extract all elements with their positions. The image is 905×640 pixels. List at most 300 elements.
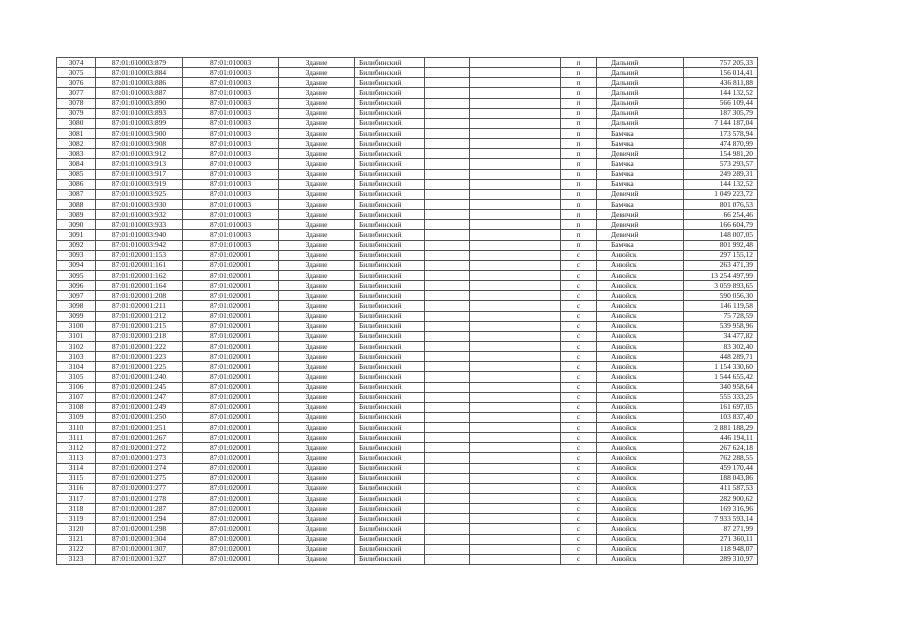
- settlement-name-cell: Анюйск: [597, 341, 684, 351]
- cadastral-number-cell: 87:01:020001:251: [96, 423, 183, 433]
- cadastral-value-cell: 188 043,86: [684, 473, 758, 483]
- empty-cell-cell: [470, 514, 561, 524]
- cadastral-number-cell: 87:01:020001:153: [96, 250, 183, 260]
- empty-cell-cell: [425, 88, 470, 98]
- table-row: [57, 483, 758, 493]
- empty-cell-cell: [425, 341, 470, 351]
- cadastral-quarter-cell: 87:01:010003: [183, 179, 279, 189]
- cadastral-value-cell: 1 544 655,42: [684, 372, 758, 382]
- row-number-cell: 3109: [57, 412, 96, 422]
- cadastral-number-cell: 87:01:010003:890: [96, 98, 183, 108]
- table-row: [57, 331, 758, 341]
- settlement-type-cell: с: [561, 260, 597, 270]
- cadastral-value-cell: 297 155,12: [684, 250, 758, 260]
- empty-cell-cell: [425, 483, 470, 493]
- cadastral-quarter-cell: 87:01:020001: [183, 483, 279, 493]
- cadastral-quarter-cell: 87:01:010003: [183, 118, 279, 128]
- cadastral-number-cell: 87:01:020001:298: [96, 524, 183, 534]
- row-number-cell: 3113: [57, 453, 96, 463]
- cadastral-value-cell: 263 471,39: [684, 260, 758, 270]
- cadastral-quarter-cell: 87:01:020001: [183, 443, 279, 453]
- district-cell: Билибинский: [355, 433, 425, 443]
- settlement-name-cell: Дальний: [597, 108, 684, 118]
- row-number-cell: 3075: [57, 68, 96, 78]
- table-row: [57, 463, 758, 473]
- settlement-type-cell: п: [561, 128, 597, 138]
- cadastral-number-cell: 87:01:020001:222: [96, 341, 183, 351]
- cadastral-value-cell: 436 811,88: [684, 78, 758, 88]
- object-type-cell: Здание: [279, 341, 355, 351]
- row-number-cell: 3119: [57, 514, 96, 524]
- settlement-type-cell: с: [561, 524, 597, 534]
- row-number-cell: 3094: [57, 260, 96, 270]
- settlement-name-cell: Анюйск: [597, 433, 684, 443]
- row-number-cell: 3099: [57, 311, 96, 321]
- empty-cell-cell: [425, 250, 470, 260]
- row-number-cell: 3083: [57, 149, 96, 159]
- cadastral-number-cell: 87:01:020001:211: [96, 301, 183, 311]
- cadastral-value-cell: 539 958,96: [684, 321, 758, 331]
- table-row: [57, 260, 758, 270]
- row-number-cell: 3076: [57, 78, 96, 88]
- empty-cell-cell: [470, 362, 561, 372]
- object-type-cell: Здание: [279, 250, 355, 260]
- cadastral-value-cell: 169 316,96: [684, 504, 758, 514]
- district-cell: Билибинский: [355, 159, 425, 169]
- empty-cell-cell: [425, 453, 470, 463]
- district-cell: Билибинский: [355, 392, 425, 402]
- object-type-cell: Здание: [279, 362, 355, 372]
- district-cell: Билибинский: [355, 483, 425, 493]
- cadastral-quarter-cell: 87:01:020001: [183, 270, 279, 280]
- empty-cell-cell: [425, 473, 470, 483]
- document-page: [56, 57, 758, 565]
- settlement-type-cell: с: [561, 311, 597, 321]
- cadastral-value-cell: 103 837,40: [684, 412, 758, 422]
- row-number-cell: 3122: [57, 544, 96, 554]
- settlement-name-cell: Девичий: [597, 220, 684, 230]
- empty-cell-cell: [425, 554, 470, 564]
- cadastral-quarter-cell: 87:01:020001: [183, 311, 279, 321]
- settlement-type-cell: п: [561, 78, 597, 88]
- cadastral-number-cell: 87:01:010003:942: [96, 240, 183, 250]
- table-row: [57, 504, 758, 514]
- district-cell: Билибинский: [355, 281, 425, 291]
- settlement-name-cell: Анюйск: [597, 423, 684, 433]
- row-number-cell: 3114: [57, 463, 96, 473]
- empty-cell-cell: [425, 159, 470, 169]
- cadastral-number-cell: 87:01:020001:247: [96, 392, 183, 402]
- row-number-cell: 3121: [57, 534, 96, 544]
- cadastral-value-cell: 762 288,55: [684, 453, 758, 463]
- object-type-cell: Здание: [279, 494, 355, 504]
- object-type-cell: Здание: [279, 240, 355, 250]
- settlement-name-cell: Девичий: [597, 189, 684, 199]
- settlement-type-cell: с: [561, 443, 597, 453]
- cadastral-number-cell: 87:01:020001:162: [96, 270, 183, 280]
- district-cell: Билибинский: [355, 260, 425, 270]
- cadastral-quarter-cell: 87:01:020001: [183, 463, 279, 473]
- district-cell: Билибинский: [355, 463, 425, 473]
- cadastral-quarter-cell: 87:01:020001: [183, 504, 279, 514]
- cadastral-number-cell: 87:01:010003:919: [96, 179, 183, 189]
- empty-cell-cell: [470, 139, 561, 149]
- object-type-cell: Здание: [279, 534, 355, 544]
- cadastral-quarter-cell: 87:01:020001: [183, 514, 279, 524]
- empty-cell-cell: [470, 412, 561, 422]
- settlement-type-cell: п: [561, 220, 597, 230]
- district-cell: Билибинский: [355, 220, 425, 230]
- empty-cell-cell: [425, 504, 470, 514]
- cadastral-number-cell: 87:01:020001:225: [96, 362, 183, 372]
- settlement-name-cell: Анюйск: [597, 402, 684, 412]
- row-number-cell: 3078: [57, 98, 96, 108]
- empty-cell-cell: [425, 128, 470, 138]
- object-type-cell: Здание: [279, 260, 355, 270]
- cadastral-quarter-cell: 87:01:020001: [183, 291, 279, 301]
- empty-cell-cell: [425, 534, 470, 544]
- empty-cell-cell: [425, 149, 470, 159]
- cadastral-quarter-cell: 87:01:010003: [183, 98, 279, 108]
- row-number-cell: 3101: [57, 331, 96, 341]
- cadastral-value-cell: 166 604,79: [684, 220, 758, 230]
- settlement-name-cell: Дальний: [597, 118, 684, 128]
- object-type-cell: Здание: [279, 108, 355, 118]
- cadastral-value-cell: 271 360,11: [684, 534, 758, 544]
- row-number-cell: 3090: [57, 220, 96, 230]
- row-number-cell: 3098: [57, 301, 96, 311]
- cadastral-number-cell: 87:01:020001:273: [96, 453, 183, 463]
- cadastral-quarter-cell: 87:01:010003: [183, 210, 279, 220]
- cadastral-number-cell: 87:01:010003:893: [96, 108, 183, 118]
- object-type-cell: Здание: [279, 372, 355, 382]
- settlement-name-cell: Дальний: [597, 98, 684, 108]
- empty-cell-cell: [425, 423, 470, 433]
- empty-cell-cell: [425, 392, 470, 402]
- row-number-cell: 3123: [57, 554, 96, 564]
- cadastral-value-cell: 801 076,53: [684, 199, 758, 209]
- object-type-cell: Здание: [279, 68, 355, 78]
- district-cell: Билибинский: [355, 169, 425, 179]
- empty-cell-cell: [425, 58, 470, 68]
- empty-cell-cell: [425, 291, 470, 301]
- cadastral-value-cell: 249 289,31: [684, 169, 758, 179]
- cadastral-value-cell: 154 981,20: [684, 149, 758, 159]
- cadastral-value-cell: 1 154 330,60: [684, 362, 758, 372]
- settlement-type-cell: п: [561, 149, 597, 159]
- empty-cell-cell: [470, 352, 561, 362]
- cadastral-number-cell: 87:01:010003:879: [96, 58, 183, 68]
- settlement-name-cell: Анюйск: [597, 281, 684, 291]
- settlement-type-cell: с: [561, 291, 597, 301]
- settlement-name-cell: Анюйск: [597, 504, 684, 514]
- cadastral-value-cell: 555 333,25: [684, 392, 758, 402]
- cadastral-number-cell: 87:01:020001:277: [96, 483, 183, 493]
- cadastral-number-cell: 87:01:010003:933: [96, 220, 183, 230]
- cadastral-number-cell: 87:01:020001:278: [96, 494, 183, 504]
- district-cell: Билибинский: [355, 230, 425, 240]
- object-type-cell: Здание: [279, 321, 355, 331]
- settlement-name-cell: Анюйск: [597, 514, 684, 524]
- settlement-name-cell: Анюйск: [597, 270, 684, 280]
- district-cell: Билибинский: [355, 68, 425, 78]
- settlement-type-cell: с: [561, 352, 597, 362]
- table-row: [57, 220, 758, 230]
- table-row: [57, 514, 758, 524]
- cadastral-number-cell: 87:01:020001:287: [96, 504, 183, 514]
- table-row: [57, 362, 758, 372]
- table-row: [57, 240, 758, 250]
- row-number-cell: 3106: [57, 382, 96, 392]
- district-cell: Билибинский: [355, 423, 425, 433]
- table-row: [57, 159, 758, 169]
- table-row: [57, 128, 758, 138]
- empty-cell-cell: [425, 433, 470, 443]
- row-number-cell: 3096: [57, 281, 96, 291]
- settlement-name-cell: Анюйск: [597, 321, 684, 331]
- settlement-type-cell: с: [561, 483, 597, 493]
- empty-cell-cell: [425, 494, 470, 504]
- settlement-type-cell: п: [561, 159, 597, 169]
- cadastral-number-cell: 87:01:010003:940: [96, 230, 183, 240]
- cadastral-number-cell: 87:01:020001:212: [96, 311, 183, 321]
- empty-cell-cell: [425, 260, 470, 270]
- empty-cell-cell: [470, 433, 561, 443]
- settlement-name-cell: Анюйск: [597, 412, 684, 422]
- table-row: [57, 179, 758, 189]
- settlement-type-cell: с: [561, 301, 597, 311]
- empty-cell-cell: [470, 260, 561, 270]
- district-cell: Билибинский: [355, 210, 425, 220]
- object-type-cell: Здание: [279, 149, 355, 159]
- cadastral-value-cell: 13 254 497,99: [684, 270, 758, 280]
- district-cell: Билибинский: [355, 524, 425, 534]
- cadastral-number-cell: 87:01:020001:223: [96, 352, 183, 362]
- district-cell: Билибинский: [355, 382, 425, 392]
- row-number-cell: 3105: [57, 372, 96, 382]
- empty-cell-cell: [425, 270, 470, 280]
- cadastral-value-cell: 411 587,53: [684, 483, 758, 493]
- row-number-cell: 3117: [57, 494, 96, 504]
- cadastral-value-cell: 2 881 188,29: [684, 423, 758, 433]
- object-type-cell: Здание: [279, 382, 355, 392]
- settlement-type-cell: п: [561, 230, 597, 240]
- empty-cell-cell: [425, 240, 470, 250]
- row-number-cell: 3077: [57, 88, 96, 98]
- table-row: [57, 382, 758, 392]
- settlement-type-cell: с: [561, 554, 597, 564]
- empty-cell-cell: [470, 483, 561, 493]
- district-cell: Билибинский: [355, 473, 425, 483]
- settlement-type-cell: с: [561, 402, 597, 412]
- cadastral-quarter-cell: 87:01:020001: [183, 331, 279, 341]
- row-number-cell: 3079: [57, 108, 96, 118]
- cadastral-quarter-cell: 87:01:010003: [183, 58, 279, 68]
- empty-cell-cell: [425, 118, 470, 128]
- table-row: [57, 412, 758, 422]
- row-number-cell: 3087: [57, 189, 96, 199]
- cadastral-quarter-cell: 87:01:020001: [183, 433, 279, 443]
- settlement-name-cell: Анюйск: [597, 250, 684, 260]
- cadastral-value-cell: 146 119,58: [684, 301, 758, 311]
- cadastral-value-cell: 459 170,44: [684, 463, 758, 473]
- object-type-cell: Здание: [279, 270, 355, 280]
- table-row: [57, 321, 758, 331]
- district-cell: Билибинский: [355, 291, 425, 301]
- empty-cell-cell: [470, 78, 561, 88]
- settlement-type-cell: п: [561, 108, 597, 118]
- table-row: [57, 118, 758, 128]
- cadastral-quarter-cell: 87:01:010003: [183, 108, 279, 118]
- cadastral-quarter-cell: 87:01:020001: [183, 382, 279, 392]
- cadastral-quarter-cell: 87:01:020001: [183, 402, 279, 412]
- cadastral-value-cell: 474 870,99: [684, 139, 758, 149]
- cadastral-number-cell: 87:01:020001:215: [96, 321, 183, 331]
- district-cell: Билибинский: [355, 544, 425, 554]
- cadastral-number-cell: 87:01:010003:908: [96, 139, 183, 149]
- district-cell: Билибинский: [355, 179, 425, 189]
- table-row: [57, 230, 758, 240]
- row-number-cell: 3084: [57, 159, 96, 169]
- settlement-name-cell: Анюйск: [597, 311, 684, 321]
- cadastral-number-cell: 87:01:020001:218: [96, 331, 183, 341]
- settlement-name-cell: Анюйск: [597, 483, 684, 493]
- empty-cell-cell: [470, 179, 561, 189]
- settlement-name-cell: Анюйск: [597, 443, 684, 453]
- cadastral-value-cell: 148 007,05: [684, 230, 758, 240]
- cadastral-quarter-cell: 87:01:010003: [183, 78, 279, 88]
- settlement-type-cell: п: [561, 169, 597, 179]
- cadastral-value-cell: 173 578,94: [684, 128, 758, 138]
- object-type-cell: Здание: [279, 392, 355, 402]
- table-row: [57, 139, 758, 149]
- cadastral-value-cell: 118 948,07: [684, 544, 758, 554]
- empty-cell-cell: [425, 108, 470, 118]
- object-type-cell: Здание: [279, 311, 355, 321]
- cadastral-number-cell: 87:01:020001:327: [96, 554, 183, 564]
- empty-cell-cell: [470, 544, 561, 554]
- table-row: [57, 352, 758, 362]
- cadastral-value-cell: 7 933 593,14: [684, 514, 758, 524]
- row-number-cell: 3085: [57, 169, 96, 179]
- empty-cell-cell: [425, 189, 470, 199]
- district-cell: Билибинский: [355, 128, 425, 138]
- object-type-cell: Здание: [279, 423, 355, 433]
- cadastral-quarter-cell: 87:01:010003: [183, 199, 279, 209]
- cadastral-value-cell: 282 900,62: [684, 494, 758, 504]
- empty-cell-cell: [425, 352, 470, 362]
- empty-cell-cell: [470, 341, 561, 351]
- row-number-cell: 3110: [57, 423, 96, 433]
- settlement-name-cell: Анюйск: [597, 473, 684, 483]
- empty-cell-cell: [425, 301, 470, 311]
- settlement-name-cell: Анюйск: [597, 372, 684, 382]
- cadastral-value-cell: 66 254,46: [684, 210, 758, 220]
- table-row: [57, 281, 758, 291]
- row-number-cell: 3088: [57, 199, 96, 209]
- empty-cell-cell: [425, 169, 470, 179]
- district-cell: Билибинский: [355, 189, 425, 199]
- settlement-name-cell: Бамчка: [597, 169, 684, 179]
- object-type-cell: Здание: [279, 524, 355, 534]
- settlement-name-cell: Бамчка: [597, 179, 684, 189]
- settlement-name-cell: Анюйск: [597, 494, 684, 504]
- row-number-cell: 3086: [57, 179, 96, 189]
- table-row: [57, 443, 758, 453]
- cadastral-value-cell: 448 289,71: [684, 352, 758, 362]
- row-number-cell: 3116: [57, 483, 96, 493]
- cadastral-number-cell: 87:01:010003:886: [96, 78, 183, 88]
- cadastral-number-cell: 87:01:010003:913: [96, 159, 183, 169]
- empty-cell-cell: [470, 220, 561, 230]
- district-cell: Билибинский: [355, 270, 425, 280]
- row-number-cell: 3115: [57, 473, 96, 483]
- empty-cell-cell: [425, 402, 470, 412]
- object-type-cell: Здание: [279, 98, 355, 108]
- settlement-type-cell: с: [561, 473, 597, 483]
- cadastral-number-cell: 87:01:010003:900: [96, 128, 183, 138]
- settlement-type-cell: п: [561, 179, 597, 189]
- empty-cell-cell: [470, 392, 561, 402]
- empty-cell-cell: [470, 270, 561, 280]
- empty-cell-cell: [470, 494, 561, 504]
- object-type-cell: Здание: [279, 58, 355, 68]
- empty-cell-cell: [425, 372, 470, 382]
- district-cell: Билибинский: [355, 554, 425, 564]
- cadastral-number-cell: 87:01:020001:250: [96, 412, 183, 422]
- district-cell: Билибинский: [355, 149, 425, 159]
- cadastral-quarter-cell: 87:01:010003: [183, 68, 279, 78]
- cadastral-value-cell: 156 014,41: [684, 68, 758, 78]
- district-cell: Билибинский: [355, 362, 425, 372]
- settlement-type-cell: с: [561, 281, 597, 291]
- cadastral-number-cell: 87:01:010003:925: [96, 189, 183, 199]
- district-cell: Билибинский: [355, 78, 425, 88]
- cadastral-value-cell: 573 293,57: [684, 159, 758, 169]
- empty-cell-cell: [425, 78, 470, 88]
- settlement-name-cell: Анюйск: [597, 554, 684, 564]
- table-row: [57, 423, 758, 433]
- empty-cell-cell: [470, 199, 561, 209]
- empty-cell-cell: [470, 423, 561, 433]
- object-type-cell: Здание: [279, 179, 355, 189]
- settlement-name-cell: Дальний: [597, 58, 684, 68]
- empty-cell-cell: [425, 230, 470, 240]
- empty-cell-cell: [425, 362, 470, 372]
- settlement-type-cell: с: [561, 392, 597, 402]
- table-body: [57, 58, 758, 565]
- district-cell: Билибинский: [355, 321, 425, 331]
- empty-cell-cell: [470, 128, 561, 138]
- empty-cell-cell: [425, 524, 470, 534]
- table-row: [57, 534, 758, 544]
- row-number-cell: 3100: [57, 321, 96, 331]
- table-row: [57, 270, 758, 280]
- empty-cell-cell: [425, 331, 470, 341]
- settlement-name-cell: Анюйск: [597, 534, 684, 544]
- settlement-type-cell: с: [561, 433, 597, 443]
- cadastral-number-cell: 87:01:010003:884: [96, 68, 183, 78]
- row-number-cell: 3104: [57, 362, 96, 372]
- object-type-cell: Здание: [279, 291, 355, 301]
- table-row: [57, 433, 758, 443]
- object-type-cell: Здание: [279, 544, 355, 554]
- object-type-cell: Здание: [279, 514, 355, 524]
- cadastral-quarter-cell: 87:01:020001: [183, 301, 279, 311]
- empty-cell-cell: [470, 291, 561, 301]
- settlement-type-cell: с: [561, 514, 597, 524]
- cadastral-quarter-cell: 87:01:010003: [183, 159, 279, 169]
